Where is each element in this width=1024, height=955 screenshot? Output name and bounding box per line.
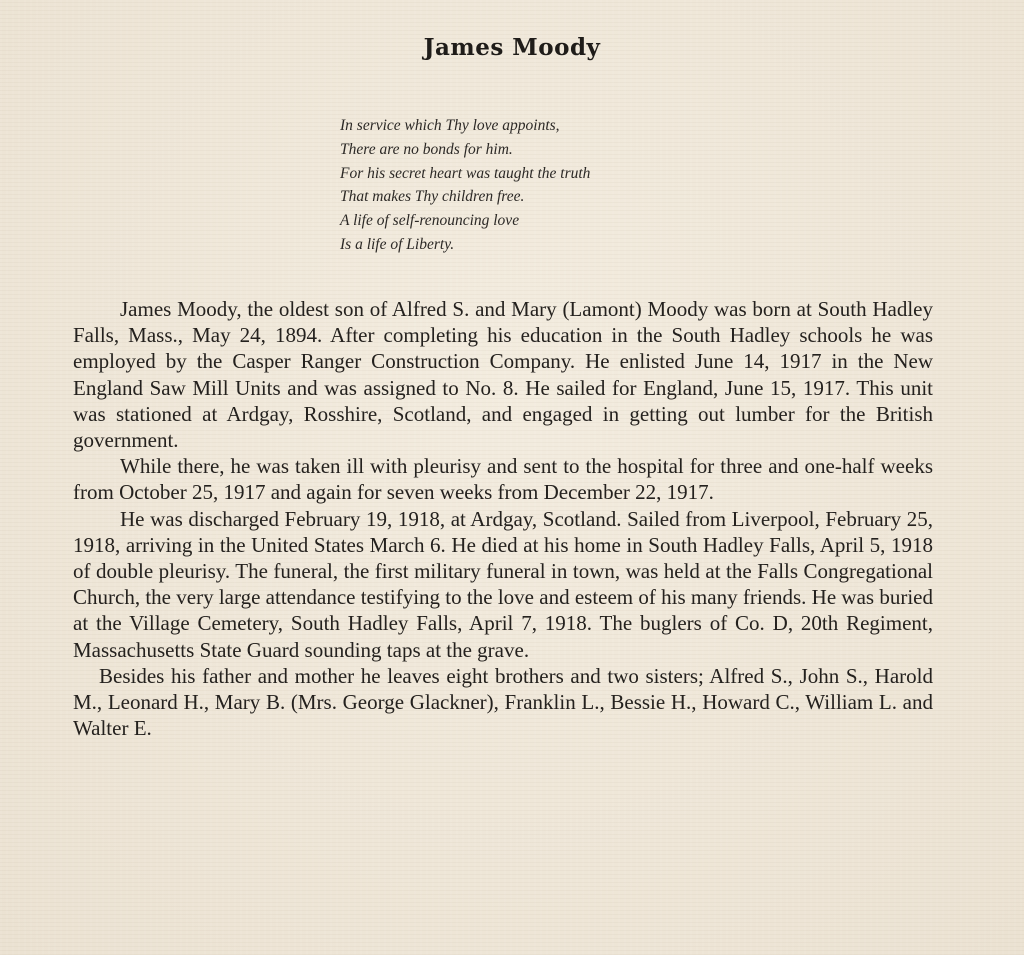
poem-line: There are no bonds for him. xyxy=(340,140,513,158)
poem-line: That makes Thy children free. xyxy=(340,188,525,206)
poem-line: A life of self-renouncing love xyxy=(340,212,520,230)
poem-line: Is a life of Liberty. xyxy=(340,235,455,253)
poem-line: For his secret heart was taught the truth xyxy=(340,164,591,182)
paragraph-early-life: James Moody, the oldest son of Alfred S. and Mary (Lamont) Moody was born at South Hadley Falls, Mass., May 24, 1894. After completing his education in the South Hadley schools he was employed by the Casper Ranger Construction Company. He enlisted June 14, 1917 in the New England Saw Mill Units and was assigned to No. 8. He sailed for England, June 15, 1917. This unit was stationed at Ardgay, Rosshire, Scotland, and engaged in getting out lumber for the British government. xyxy=(73,297,933,453)
poem-line: In service which Thy love appoints, xyxy=(340,117,560,134)
biography-text xyxy=(73,296,933,741)
paragraph-death: He was discharged February 19, 1918, at Ardgay, Scotland. Sailed from Liverpool, February 25, 1918, arriving in the United States March 6. He died at his home in South Hadley Falls, April 5, 1918 of double pleurisy. The funeral, the first military funeral in town, was held at the Falls Congregational Church, the very large attendance testifying to the love and esteem of his many friends. He was buried at the Village Cemetery, South Hadley Falls, April 7, 1918. The buglers of Co. D, 20th Regiment, Massachusetts State Guard sounding taps at the grave. xyxy=(73,506,933,662)
poem-stanza xyxy=(340,114,760,257)
paragraph-survivors: Besides his father and mother he leaves eight brothers and two sisters; Alfred S., John S., Harold M., Leonard H., Mary B. (Mrs. George Glackner), Franklin L., Bessie H., Howard C., William L. and Walter E. xyxy=(73,663,933,741)
page-title: James Moody xyxy=(423,34,601,61)
paragraph-illness: While there, he was taken ill with pleurisy and sent to the hospital for three and one-half weeks from October 25, 1917 and again for seven weeks from December 22, 1917. xyxy=(73,454,933,505)
